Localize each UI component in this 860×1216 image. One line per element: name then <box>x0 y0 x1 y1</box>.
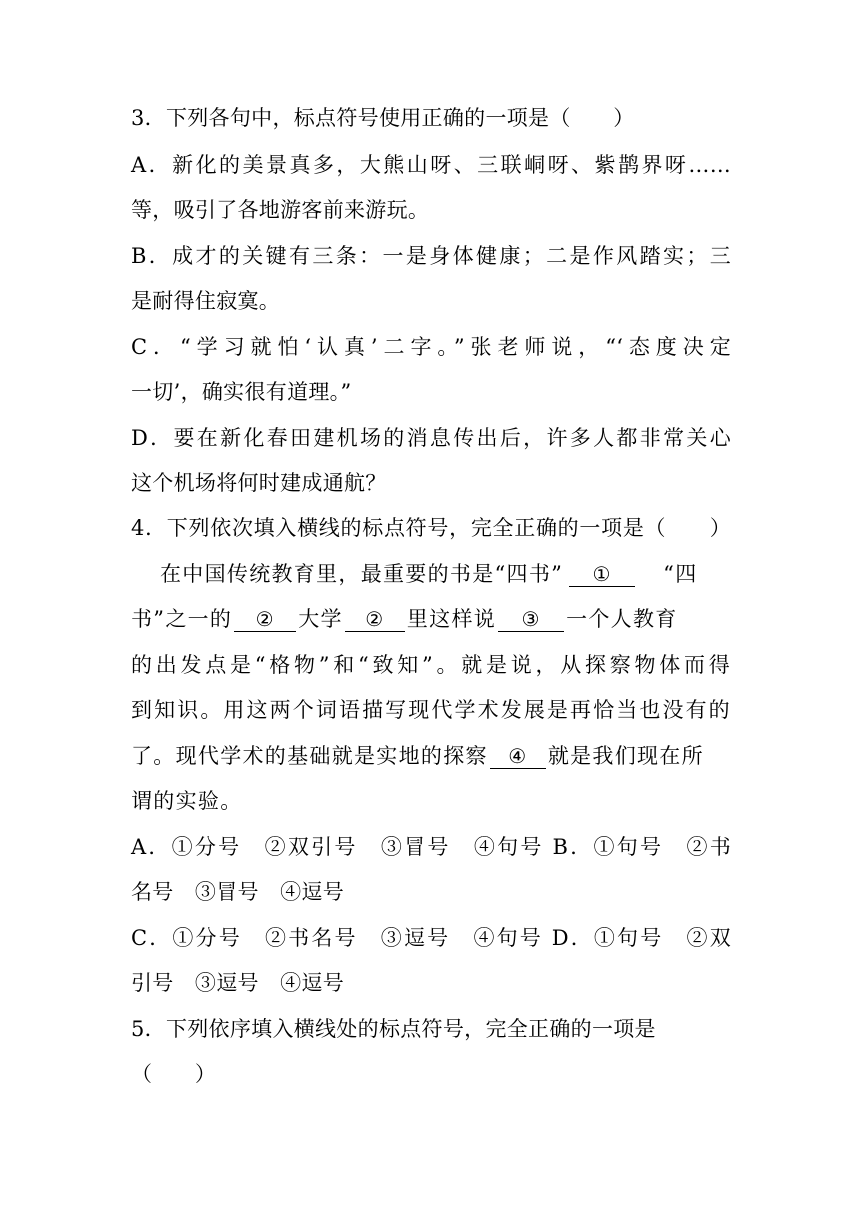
q3-option-b-line1: B．成才的关键有三条：一是身体健康；二是作风踏实；三 <box>131 244 731 268</box>
blank-5: ④ <box>490 744 546 769</box>
q4-passage-line2 <box>131 605 731 633</box>
blank-3: ② <box>345 607 405 632</box>
q4-passage-line1 <box>160 560 731 588</box>
q4-passage-line3: 的出发点是“格物”和“致知”。就是说，从探察物体而得 <box>131 653 731 677</box>
q4-options-cd-line1: C．①分号 ②书名号 ③逗号 ④句号 D．①句号 ②双 <box>131 926 731 950</box>
q4-passage-line4: 到知识。用这两个词语描写现代学术发展是再恰当也没有的 <box>131 698 731 722</box>
q4-options-ab-line1: A．①分号 ②双引号 ③冒号 ④句号 B．①句号 ②书 <box>131 835 731 859</box>
passage-text: 大学 <box>298 607 343 631</box>
q4-stem: 4．下列依次填入横线的标点符号，完全正确的一项是（ ） <box>131 516 731 540</box>
q5-answer-paren: （ ） <box>131 1062 217 1086</box>
passage-text: 了。现代学术的基础就是实地的探察 <box>131 744 488 768</box>
q3-option-d-line1: D．要在新化春田建机场的消息传出后，许多人都非常关心 <box>131 426 731 450</box>
q3-option-a-line2: 等，吸引了各地游客前来游玩。 <box>131 198 430 222</box>
passage-text: 在中国传统教育里，最重要的书是“四书” <box>160 562 564 586</box>
blank-2: ② <box>234 607 296 632</box>
q3-option-d-line2: 这个机场将何时建成通航？ <box>131 471 387 495</box>
blank-1: ① <box>569 562 635 587</box>
q3-option-b-line2: 是耐得住寂寞。 <box>131 289 281 313</box>
q5-stem: 5．下列依序填入横线处的标点符号，完全正确的一项是 <box>131 1017 656 1041</box>
q4-options-ab-line2: 名号 ③冒号 ④逗号 <box>131 880 344 904</box>
q4-passage-line6: 谓的实验。 <box>131 789 243 813</box>
q3-option-c-line2: 一切’，确实很有道理。” <box>131 380 352 404</box>
q3-stem: 3．下列各句中，标点符号使用正确的一项是（ ） <box>131 106 635 130</box>
passage-text: 一个人教育 <box>566 607 678 631</box>
passage-text: 里这样说 <box>406 607 497 631</box>
passage-text: 就是我们现在所 <box>547 744 704 768</box>
blank-4: ③ <box>498 607 564 632</box>
q4-options-cd-line2: 引号 ③逗号 ④逗号 <box>131 971 344 995</box>
passage-text: “四 <box>663 562 698 586</box>
q3-option-a-line1: A．新化的美景真多，大熊山呀、三联峒呀、紫鹊界呀…… <box>131 153 731 177</box>
q3-option-c-line1: C．“学习就怕‘认真’二字。”张老师说，“‘态度决定 <box>131 335 731 359</box>
passage-text: 书”之一的 <box>131 607 233 631</box>
q4-passage-line5 <box>131 742 731 770</box>
